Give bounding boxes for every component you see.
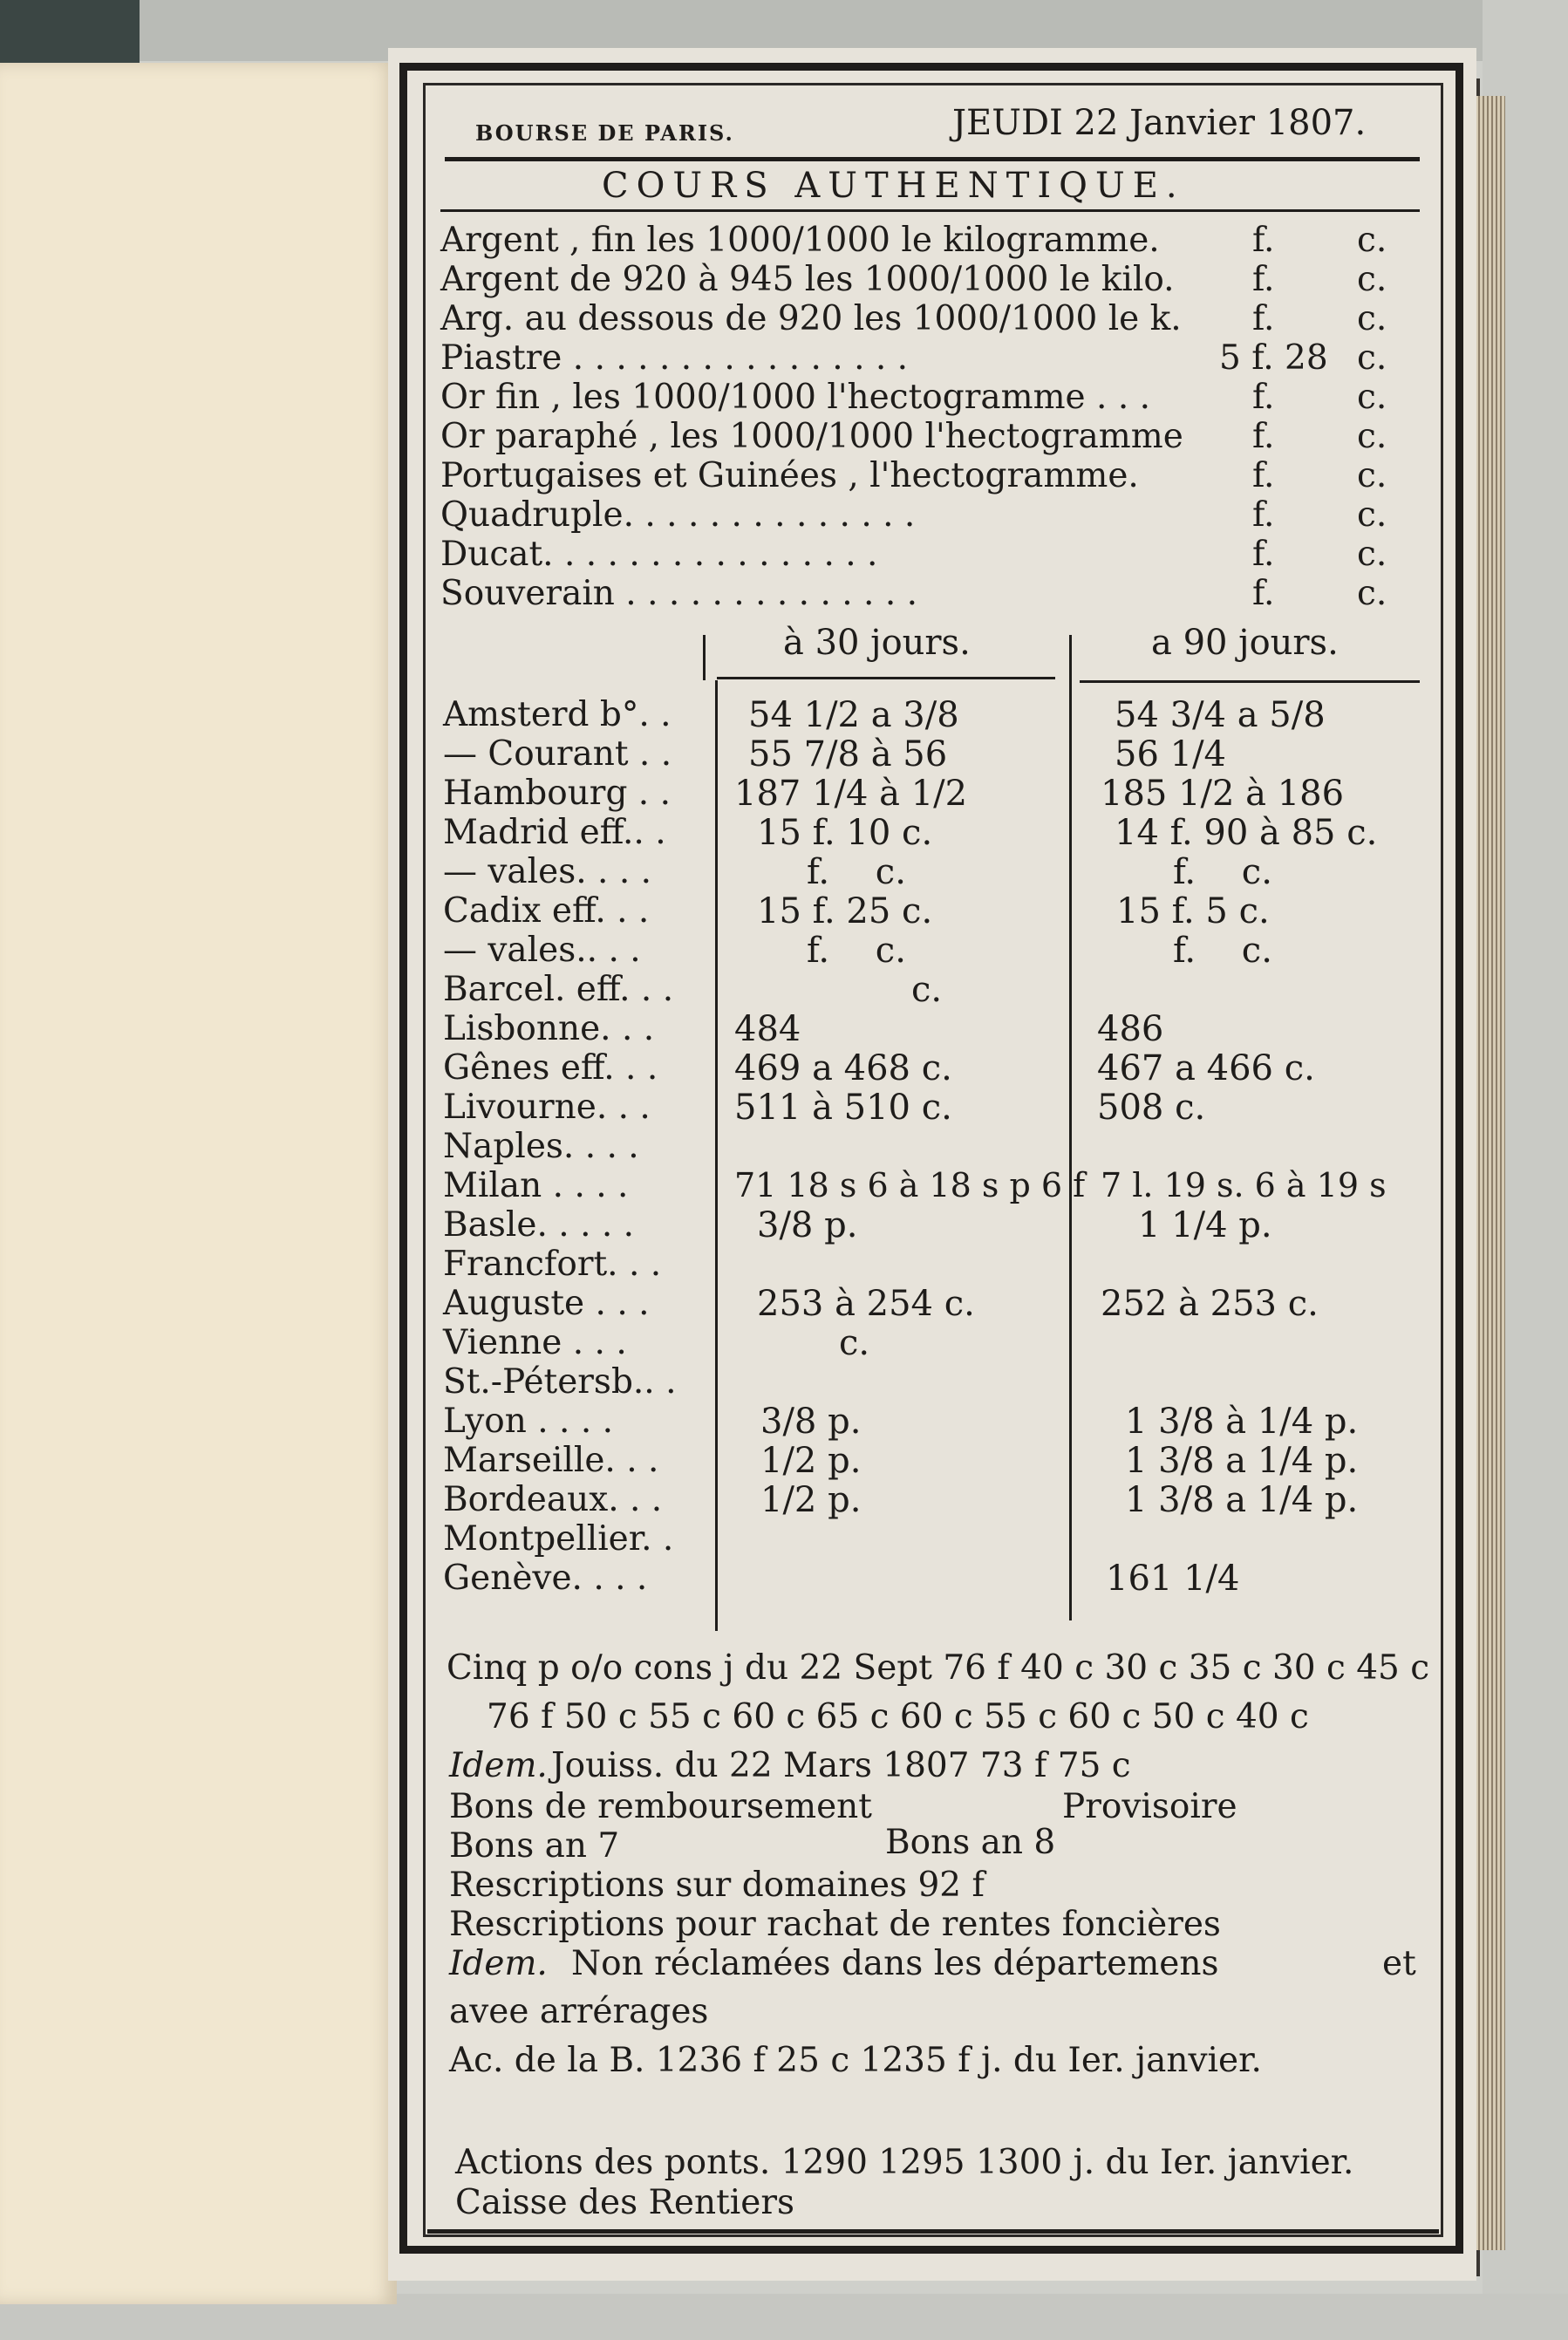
metal-label: Portugaises et Guinées , l'hectogramme.	[440, 456, 1139, 495]
metal-price-f: f.	[1252, 260, 1275, 299]
column-divider-left	[715, 680, 718, 1631]
rate-30-days: 15 f. 25 c.	[757, 891, 933, 931]
metal-price-c: c.	[1357, 221, 1387, 260]
place-label: Hambourg . .	[443, 774, 672, 813]
rate-30-days: 1/2 p.	[760, 1441, 862, 1481]
rate-90-days: 467 a 466 c.	[1097, 1048, 1315, 1088]
metal-label: Ducat. . . . . . . . . . . . . . . .	[440, 535, 878, 574]
rate-90-days: 1 3/8 a 1/4 p.	[1125, 1441, 1359, 1481]
idem-label-2: Idem.	[449, 1944, 548, 1983]
rescriptions-domaines: Rescriptions sur domaines 92 f	[449, 1866, 985, 1905]
metal-label: Or paraphé , les 1000/1000 l'hectogramme	[440, 417, 1183, 456]
place-label: — vales.. . .	[443, 931, 641, 970]
rate-90-days: 1 3/8 a 1/4 p.	[1125, 1480, 1359, 1520]
metal-price-c: c.	[1357, 260, 1387, 299]
metal-label: Or fin , les 1000/1000 l'hectogramme . . .	[440, 378, 1151, 417]
rate-90-days: 7 l. 19 s. 6 à 19 s	[1101, 1166, 1387, 1204]
metal-label: Argent de 920 à 945 les 1000/1000 le kilo.	[440, 260, 1175, 299]
place-label: Montpellier. .	[443, 1519, 674, 1559]
metal-price-c: c.	[1357, 299, 1387, 338]
metal-price-c: c.	[1357, 456, 1387, 495]
column-header-90-days: a 90 jours.	[1151, 623, 1339, 663]
rate-90-days: f. c.	[1173, 931, 1272, 971]
idem-jouissance: Jouiss. du 22 Mars 1807 73 f 75 c	[551, 1746, 1131, 1785]
rate-30-days: 469 a 468 c.	[734, 1048, 952, 1088]
book-spine	[0, 0, 140, 65]
metal-price-f: f.	[1252, 378, 1275, 417]
metal-price-f: f.	[1252, 456, 1275, 495]
metal-price-c: c.	[1357, 417, 1387, 456]
rate-30-days: 3/8 p.	[757, 1205, 858, 1245]
column-rule-90	[1080, 680, 1420, 683]
metal-label: Quadruple. . . . . . . . . . . . . .	[440, 495, 916, 535]
funds-line-1: Cinq p o/o cons j du 22 Sept 76 f 40 c 30 c 35 c 30 c 45 c	[447, 1648, 1430, 1688]
rate-30-days: c.	[839, 1323, 870, 1363]
page-edges	[1474, 96, 1505, 2250]
place-label: Cadix eff. . .	[443, 891, 650, 931]
place-label: — vales. . . .	[443, 852, 652, 891]
idem-label: Idem.	[449, 1746, 548, 1785]
rate-90-days: 486	[1097, 1009, 1164, 1049]
blank-left-page	[0, 63, 397, 2304]
rate-30-days: 511 à 510 c.	[734, 1088, 952, 1128]
metal-price-f: f.	[1252, 221, 1275, 260]
rate-90-days: 54 3/4 a 5/8	[1115, 695, 1326, 735]
metal-price-f: f.	[1252, 495, 1275, 535]
rate-90-days: 508 c.	[1097, 1088, 1206, 1128]
bons-an-8: Bons an 8	[885, 1823, 1056, 1862]
arrerages: avee arrérages	[449, 1992, 709, 2031]
place-label: — Courant . .	[443, 734, 672, 774]
metal-price-c: c.	[1357, 574, 1387, 613]
rate-30-days: 71 18 s 6 à 18 s p 6 f	[734, 1166, 1086, 1204]
rate-90-days: 161 1/4	[1106, 1559, 1240, 1599]
rate-30-days: 253 à 254 c.	[757, 1284, 975, 1324]
metal-price-f: f.	[1252, 417, 1275, 456]
rate-30-days: 187 1/4 à 1/2	[734, 774, 968, 814]
rate-30-days: 1/2 p.	[760, 1480, 862, 1520]
column-header-30-days: à 30 jours.	[783, 623, 971, 663]
metal-label: Souverain . . . . . . . . . . . . . .	[440, 574, 918, 613]
rate-30-days: f. c.	[807, 852, 906, 892]
metal-price-c: c.	[1357, 378, 1387, 417]
place-label: Livourne. . .	[443, 1088, 651, 1127]
place-label: Milan . . . .	[443, 1166, 629, 1205]
rate-30-days: 54 1/2 a 3/8	[748, 695, 959, 735]
metal-price-f: f.	[1252, 299, 1275, 338]
column-divider-top-left	[703, 635, 706, 680]
place-label: Genève. . . .	[443, 1559, 648, 1598]
metal-price-f: 5 f. 28	[1219, 338, 1328, 378]
place-label: Marseille. . .	[443, 1441, 659, 1480]
footer-rule	[427, 2229, 1439, 2234]
rate-30-days: 15 f. 10 c.	[757, 813, 933, 853]
place-label: St.-Pétersb.. .	[443, 1362, 677, 1402]
header-rule	[445, 157, 1420, 161]
place-label: Auguste . . .	[443, 1284, 650, 1323]
metal-label: Arg. au dessous de 920 les 1000/1000 le k.	[440, 299, 1182, 338]
place-label: Barcel. eff. . .	[443, 970, 674, 1009]
actions-ponts: Actions des ponts. 1290 1295 1300 j. du Ier. janvier.	[455, 2143, 1354, 2182]
place-label: Naples. . . .	[443, 1127, 639, 1166]
place-label: Bordeaux. . .	[443, 1480, 663, 1519]
place-label: Gênes eff. . .	[443, 1048, 658, 1088]
place-label: Lyon . . . .	[443, 1402, 614, 1441]
exchange-name: BOURSE DE PARIS.	[475, 120, 734, 146]
place-label: Lisbonne. . .	[443, 1009, 655, 1048]
rate-30-days: f. c.	[807, 931, 906, 971]
metal-price-c: c.	[1357, 495, 1387, 535]
metal-price-f: f.	[1252, 535, 1275, 574]
rate-90-days: f. c.	[1173, 852, 1272, 892]
rescriptions-rachat: Rescriptions pour rachat de rentes foncières	[449, 1905, 1221, 1944]
rate-30-days: c.	[911, 970, 943, 1010]
place-label: Madrid eff.. .	[443, 813, 666, 852]
title-rule	[440, 209, 1420, 212]
et: et	[1382, 1944, 1416, 1983]
column-rule-30	[717, 677, 1055, 679]
actions-banque: Ac. de la B. 1236 f 25 c 1235 f j. du Ier. janvier.	[449, 2041, 1262, 2080]
column-divider-right	[1069, 635, 1072, 1620]
bulletin-date: JEUDI 22 Janvier 1807.	[952, 103, 1367, 143]
rate-90-days: 15 f. 5 c.	[1116, 891, 1270, 931]
metal-price-c: c.	[1357, 535, 1387, 574]
caisse-rentiers: Caisse des Rentiers	[455, 2183, 794, 2222]
page-title: COURS AUTHENTIQUE.	[602, 166, 1185, 206]
place-label: Francfort. . .	[443, 1245, 662, 1284]
provisoire: Provisoire	[1062, 1787, 1237, 1826]
rate-30-days: 484	[734, 1009, 801, 1049]
place-label: Amsterd b°. .	[443, 695, 672, 734]
bons-remboursement: Bons de remboursement	[449, 1787, 872, 1826]
metal-label: Argent , fin les 1000/1000 le kilogramme.	[440, 221, 1160, 260]
place-label: Basle. . . . .	[443, 1205, 635, 1245]
rate-90-days: 14 f. 90 à 85 c.	[1115, 813, 1378, 853]
rate-90-days: 56 1/4	[1115, 734, 1226, 774]
metal-price-c: c.	[1357, 338, 1387, 378]
metal-price-f: f.	[1252, 574, 1275, 613]
idem-non-reclamees: Non réclamées dans les départemens	[571, 1944, 1219, 1983]
rate-90-days: 185 1/2 à 186	[1101, 774, 1345, 814]
metal-label: Piastre . . . . . . . . . . . . . . . .	[440, 338, 909, 378]
rate-90-days: 1 3/8 à 1/4 p.	[1125, 1402, 1359, 1442]
bons-an-7: Bons an 7	[449, 1826, 620, 1866]
place-label: Vienne . . .	[443, 1323, 627, 1362]
rate-30-days: 3/8 p.	[760, 1402, 862, 1442]
rate-90-days: 252 à 253 c.	[1101, 1284, 1319, 1324]
rate-90-days: 1 1/4 p.	[1138, 1205, 1272, 1245]
funds-line-2: 76 f 50 c 55 c 60 c 65 c 60 c 55 c 60 c 50 c 40 c	[487, 1697, 1309, 1736]
rate-30-days: 55 7/8 à 56	[748, 734, 948, 774]
